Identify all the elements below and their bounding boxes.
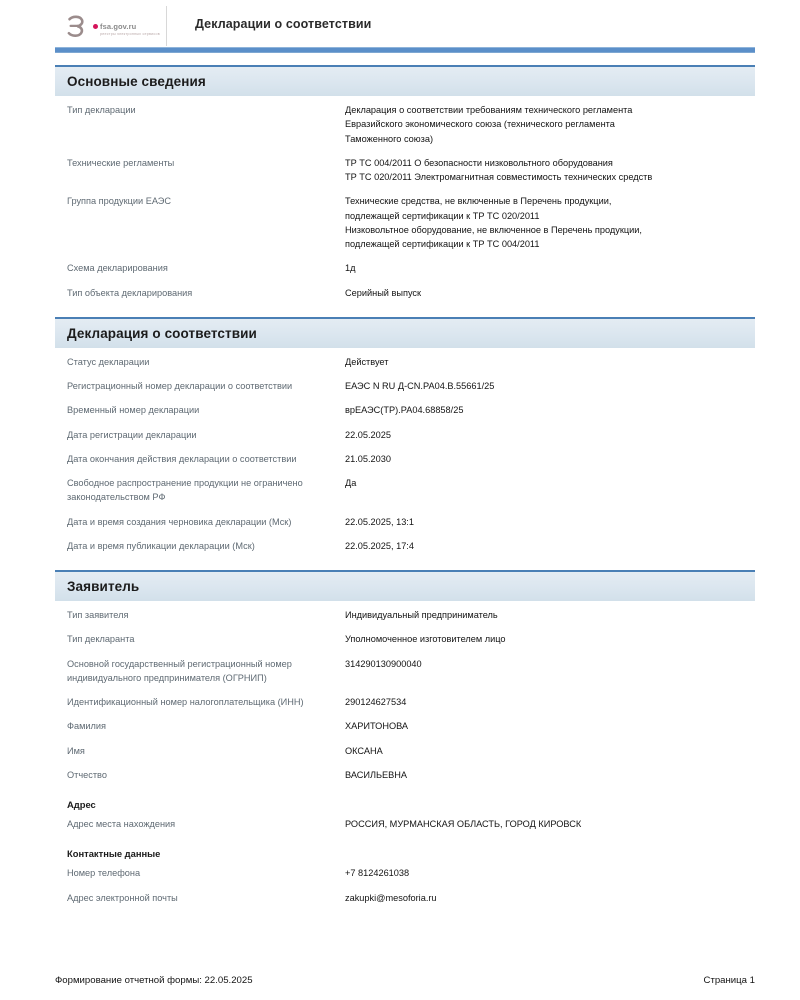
field-value: врЕАЭС(ТР).РА04.68858/25 <box>345 405 464 416</box>
field-label: Дата и время создания черновика декларации (Мск) <box>67 516 292 527</box>
phone-value: +7 8124261038 <box>345 868 410 879</box>
field-row <box>55 510 755 534</box>
field-value: ОКСАНА <box>345 745 383 756</box>
field-label: Дата и время публикации декларации (Мск) <box>67 540 255 551</box>
section-body-declaration <box>55 348 755 558</box>
section-title: Декларация о соответствии <box>67 325 257 341</box>
field-label: Временный номер декларации <box>67 405 200 416</box>
footer-page-number: Страница 1 <box>703 975 755 986</box>
field-value: 22.05.2025, 13:1 <box>345 516 414 527</box>
field-value: 22.05.2025, 17:4 <box>345 540 414 551</box>
field-label: Технические регламенты <box>67 157 175 168</box>
header-divider <box>55 47 755 53</box>
site-logo[interactable] <box>55 6 167 46</box>
field-label: Тип заявителя <box>67 610 129 620</box>
field-value: 21.05.2030 <box>345 453 391 464</box>
field-row <box>55 98 755 151</box>
field-label: Регистрационный номер декларации о соответствии <box>67 381 293 391</box>
field-value: Да <box>345 478 357 488</box>
field-row <box>55 350 755 374</box>
logo-domain: fsa.gov.ru <box>93 23 160 31</box>
subsection-title-contacts: Контактные данные <box>67 848 161 860</box>
logo-subtitle: реестры электронных сервисов <box>100 31 160 36</box>
field-value: ВАСИЛЬЕВНА <box>345 769 408 780</box>
field-value: 22.05.2025 <box>345 429 391 440</box>
field-row <box>55 739 755 763</box>
section-header-declaration <box>55 317 755 348</box>
field-value: Серийный выпуск <box>345 287 422 298</box>
field-label: Свободное распространение продукции не ограничено законодательством РФ <box>67 478 303 503</box>
field-row <box>55 534 755 558</box>
field-value: ХАРИТОНОВА <box>345 721 409 732</box>
field-row <box>55 374 755 398</box>
field-label: Тип объекта декларирования <box>67 287 193 298</box>
field-label: Адрес места нахождения <box>67 819 176 829</box>
field-row <box>55 763 755 787</box>
section-title: Заявитель <box>67 579 140 594</box>
field-value: 314290130900040 <box>345 658 422 669</box>
field-value: 1д <box>345 263 356 274</box>
field-row <box>55 714 755 738</box>
field-row <box>55 652 755 691</box>
field-label: Дата окончания действия декларации о соответствии <box>67 453 297 464</box>
section-body-main-info <box>55 96 755 305</box>
section-header-main-info <box>55 65 755 96</box>
field-label: Отчество <box>67 769 107 780</box>
field-label: Идентификационный номер налогоплательщика (ИНН) <box>67 697 304 707</box>
field-label: Фамилия <box>67 721 107 732</box>
field-row <box>55 151 755 190</box>
field-label: Номер телефона <box>67 868 141 879</box>
field-row <box>55 423 755 447</box>
field-row <box>55 690 755 714</box>
field-row <box>55 861 755 885</box>
field-row <box>55 256 755 280</box>
page-footer <box>55 975 755 986</box>
email-value: zakupki@mesoforia.ru <box>345 892 437 903</box>
field-label: Статус декларации <box>67 356 150 367</box>
subsection-title-address: Адрес <box>67 799 96 810</box>
field-label: Тип декларанта <box>67 634 135 645</box>
field-value: 290124627534 <box>345 697 407 707</box>
field-label: Основной государственный регистрационный номер индивидуального предпринимателя (ОГРНИП) <box>67 658 292 683</box>
field-row <box>55 886 755 910</box>
logo-dot-icon <box>93 24 98 29</box>
status-badge: Действует <box>345 356 389 367</box>
field-row <box>55 189 755 256</box>
field-row <box>55 281 755 305</box>
footer-generated-date: Формирование отчетной формы: 22.05.2025 <box>55 975 253 986</box>
logo-wordmark <box>93 16 160 37</box>
fsa-emblem-icon <box>61 11 91 41</box>
field-row <box>55 812 755 836</box>
field-value: ЕАЭС N RU Д-CN.РА04.В.55661/25 <box>345 381 495 391</box>
field-label: Группа продукции ЕАЭС <box>67 196 172 207</box>
field-row <box>55 398 755 422</box>
field-label: Адрес электронной почты <box>67 892 178 903</box>
field-value: ТР ТС 004/2011 О безопасности низковольтного оборудования ТР ТС 020/2011 Электромагнитная совместимость технических средств <box>345 157 653 182</box>
field-row <box>55 627 755 651</box>
field-value: Индивидуальный предприниматель <box>345 610 498 620</box>
field-label: Схема декларирования <box>67 263 168 274</box>
field-label: Тип декларации <box>67 105 136 115</box>
masthead <box>55 0 755 42</box>
field-label: Дата регистрации декларации <box>67 429 197 440</box>
field-value: Технические средства, не включенные в Перечень продукции, подлежащей сертификации к ТР ТС 020/2011 Низковольтное оборудование, не включенное в Перечень продукции, подлежащей сертификации к ТР ТС 004/2011 <box>345 196 642 249</box>
field-row <box>55 603 755 627</box>
section-title: Основные сведения <box>67 74 206 89</box>
page-title: Декларации о соответствии <box>195 17 372 31</box>
field-value: Декларация о соответствии требованиям технического регламента Евразийского экономического союза (технического регламента Таможенного союза) <box>345 105 633 144</box>
field-row <box>55 447 755 471</box>
section-body-applicant <box>55 601 755 910</box>
field-label: Имя <box>67 745 85 756</box>
field-value: РОССИЯ, МУРМАНСКАЯ ОБЛАСТЬ, ГОРОД КИРОВСК <box>345 819 582 829</box>
section-header-applicant <box>55 570 755 601</box>
field-row <box>55 471 755 510</box>
field-value: Уполномоченное изготовителем лицо <box>345 634 506 645</box>
